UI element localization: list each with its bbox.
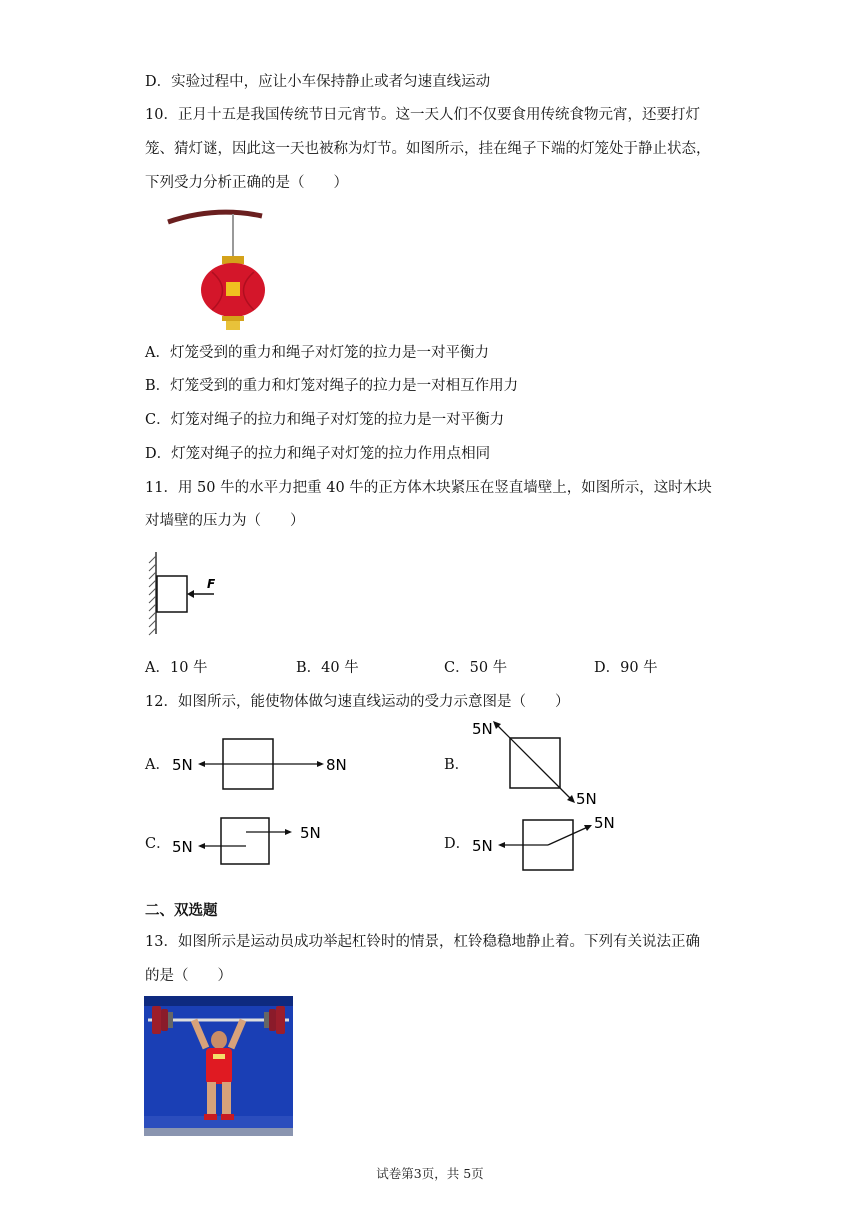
force-label-right: 8N [326,756,347,774]
force-label-left: 5N [472,837,493,855]
q11-stem-line-2: 对墙壁的压力为（ ） [145,513,305,529]
lantern-figure [160,200,270,332]
athlete-head [211,1031,227,1049]
q12-label-a: A． [145,757,170,773]
page-footer: 试卷第3页，共 5页 [376,1166,484,1181]
right-leg [222,1082,231,1116]
force-label: F [207,577,216,591]
force-label-left: 5N [172,838,193,856]
q13-stem-line-1: 13．如图所示是运动员成功举起杠铃时的情景，杠铃稳稳地静止着。下列有关说法正确 [145,934,700,950]
q10-stem-line-1: 10．正月十五是我国传统节日元宵节。这一天人们不仅要食用传统食物元宵，还要打灯 [145,107,700,123]
wall-block-figure [144,550,234,640]
athlete-singlet [206,1048,232,1084]
q11-option-b: B．40 牛 [296,660,359,676]
q12-diagram-d [468,808,628,874]
q11-stem-line-1: 11．用 50 牛的水平力把重 40 牛的正方体木块紧压在竖直墙壁上，如图所示，这时木块 [145,480,712,496]
force-label-right: 5N [594,814,615,832]
force-label-right: 5N [300,824,321,842]
q12-label-b: B． [444,757,470,773]
q12-label-c: C． [145,836,171,852]
lantern-tassel [226,321,240,330]
force-label-bottom: 5N [576,790,597,808]
wooden-block [157,576,187,612]
force-line-diagonal [495,723,573,801]
q10-option-b: B．灯笼受到的重力和灯笼对绳子的拉力是一对相互作用力 [145,378,519,394]
q12-diagram-b [468,716,618,808]
weight-plate-left [152,1006,161,1034]
force-label-top: 5N [472,720,493,738]
object-box [221,818,269,864]
q12-label-d: D． [444,836,471,852]
q10-stem-line-2: 笼、猜灯谜，因此这一天也被称为灯节。如图所示，挂在绳子下端的灯笼处于静止状态， [145,141,711,157]
q12-diagram-c [166,812,336,872]
hanging-branch [168,212,262,222]
q11-option-d: D．90 牛 [594,660,658,676]
q11-option-a: A．10 牛 [145,660,208,676]
force-line-diagonal [548,826,590,845]
lantern-cap [222,256,244,264]
q10-option-d: D．灯笼对绳子的拉力和绳子对灯笼的拉力作用点相同 [145,446,491,462]
q9-option-d: D．实验过程中，应让小车保持静止或者匀速直线运动 [145,74,491,90]
weight-plate-right [276,1006,285,1034]
section-title: 二、双选题 [145,902,218,919]
q13-stem-line-2: 的是（ ） [145,968,232,984]
q10-option-a: A．灯笼受到的重力和绳子对灯笼的拉力是一对平衡力 [145,345,489,361]
q10-option-c: C．灯笼对绳子的拉力和绳子对灯笼的拉力是一对平衡力 [145,412,505,428]
q12-diagram-a [166,735,366,795]
left-leg [207,1082,216,1116]
q12-stem: 12．如图所示，能使物体做匀速直线运动的受力示意图是（ ） [145,694,570,710]
weightlifter-photo [144,996,293,1136]
q10-stem-line-3: 下列受力分析正确的是（ ） [145,175,348,191]
wall-hatching [149,556,156,635]
q11-option-c: C．50 牛 [444,660,508,676]
force-label-left: 5N [172,756,193,774]
lantern-emblem [226,282,240,296]
